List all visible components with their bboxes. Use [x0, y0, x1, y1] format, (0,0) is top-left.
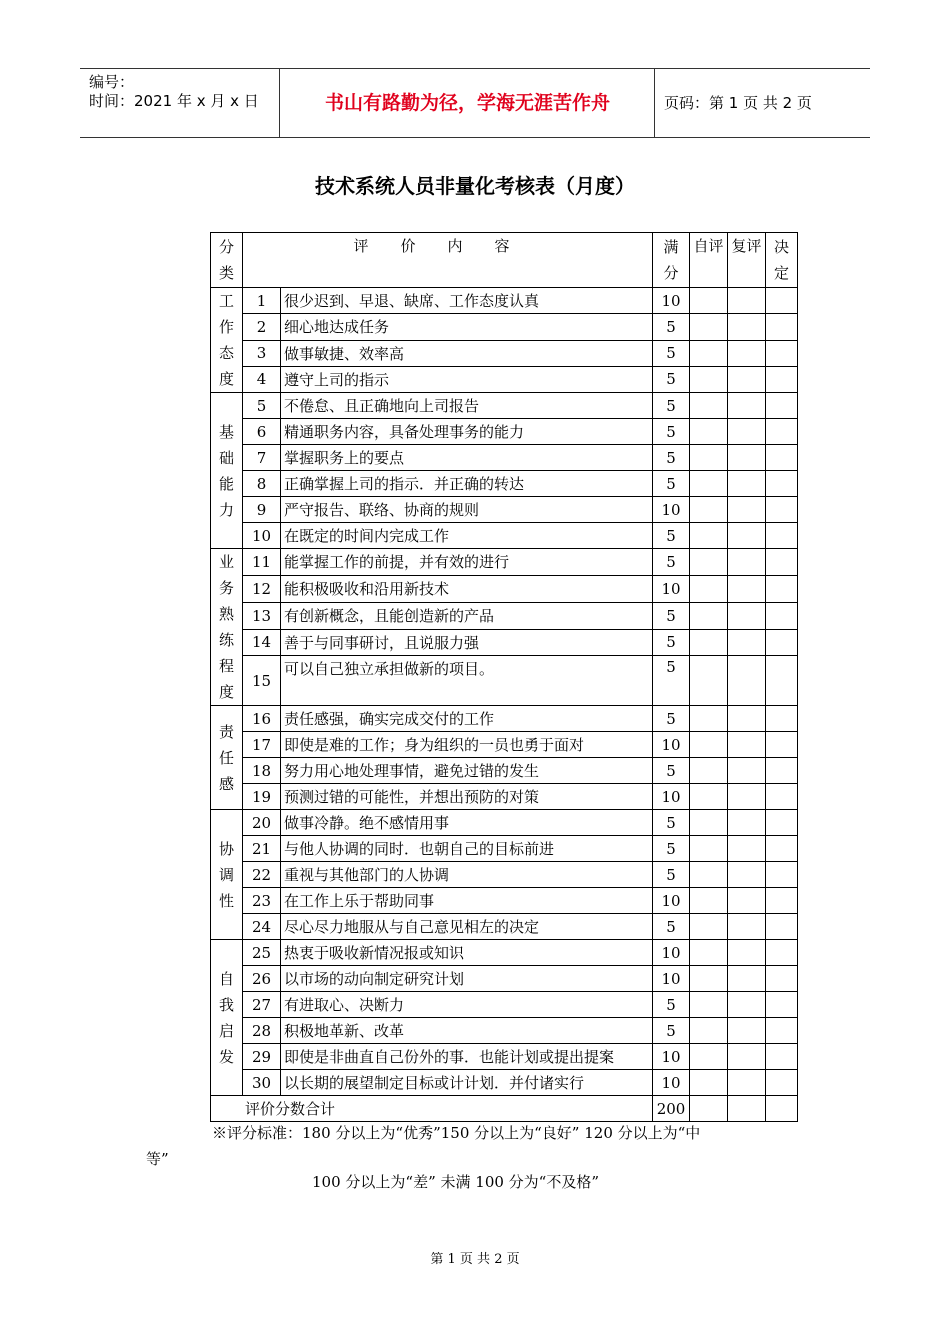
item-full-score: 5: [653, 758, 690, 784]
item-description: 热衷于吸收新情况报或知识: [281, 940, 653, 966]
decision-cell[interactable]: [766, 288, 798, 314]
review-cell[interactable]: [728, 340, 766, 366]
item-number: 7: [243, 445, 281, 471]
table-row: [211, 836, 798, 862]
item-number: 3: [243, 340, 281, 366]
header-meta: [80, 69, 280, 137]
table-row: [211, 1044, 798, 1070]
decision-cell[interactable]: [766, 758, 798, 784]
item-description: 尽心尽力地服从与自己意见相左的决定: [281, 914, 653, 940]
table-row: [211, 629, 798, 656]
table-row: [211, 366, 798, 392]
review-cell[interactable]: [728, 602, 766, 629]
item-full-score: 5: [653, 366, 690, 392]
self-eval-cell[interactable]: [690, 419, 728, 445]
table-row: [211, 419, 798, 445]
decision-cell[interactable]: [766, 706, 798, 732]
table-row: [211, 940, 798, 966]
review-cell[interactable]: [728, 914, 766, 940]
item-full-score: 10: [653, 966, 690, 992]
item-number: 19: [243, 784, 281, 810]
item-description: 预测过错的可能性，并想出预防的对策: [281, 784, 653, 810]
table-row: [211, 992, 798, 1018]
item-number: 25: [243, 940, 281, 966]
table-row: [211, 340, 798, 366]
item-description: 以市场的动向制定研究计划: [281, 966, 653, 992]
item-number: 27: [243, 992, 281, 1018]
self-eval-cell[interactable]: [690, 366, 728, 392]
self-eval-cell[interactable]: [690, 497, 728, 523]
review-cell[interactable]: [728, 810, 766, 836]
decision-cell[interactable]: [766, 549, 798, 576]
item-full-score: 5: [653, 314, 690, 340]
self-eval-cell[interactable]: [690, 940, 728, 966]
item-description: 细心地达成任务: [281, 314, 653, 340]
review-cell[interactable]: [728, 497, 766, 523]
item-full-score: 10: [653, 575, 690, 602]
category-cell: 业 务 熟 练 程 度: [211, 549, 243, 706]
decision-cell[interactable]: [766, 366, 798, 392]
review-cell[interactable]: [728, 366, 766, 392]
item-description: 努力用心地处理事情，避免过错的发生: [281, 758, 653, 784]
table-row: [211, 706, 798, 732]
page-title: 技术系统人员非量化考核表（月度）: [315, 174, 635, 198]
scoring-note-line1: ※评分标准：180 分以上为“优秀”150 分以上为“良好” 120 分以上为“中: [212, 1124, 701, 1142]
item-number: 16: [243, 706, 281, 732]
decision-cell[interactable]: [766, 497, 798, 523]
table-row: [211, 784, 798, 810]
table-row: [211, 497, 798, 523]
review-cell[interactable]: [728, 966, 766, 992]
total-row: [211, 1096, 798, 1122]
self-eval-cell[interactable]: [690, 1018, 728, 1044]
table-row: [211, 314, 798, 340]
table-row: [211, 810, 798, 836]
header-decision: 决定: [766, 233, 798, 288]
item-description: 以长期的展望制定目标或计计划．并付诸实行: [281, 1070, 653, 1096]
item-description: 能积极吸收和沿用新技术: [281, 575, 653, 602]
header-self-eval: 自评: [690, 233, 728, 288]
total-decision-cell[interactable]: [766, 1096, 798, 1122]
review-cell[interactable]: [728, 940, 766, 966]
decision-cell[interactable]: [766, 888, 798, 914]
category-cell: 基 础 能 力: [211, 393, 243, 549]
item-full-score: 10: [653, 1044, 690, 1070]
decision-cell[interactable]: [766, 784, 798, 810]
table-row: [211, 1018, 798, 1044]
review-cell[interactable]: [728, 862, 766, 888]
self-eval-cell[interactable]: [690, 836, 728, 862]
item-full-score: 5: [653, 523, 690, 549]
decision-cell[interactable]: [766, 836, 798, 862]
category-cell: 工 作 态 度: [211, 288, 243, 393]
review-cell[interactable]: [728, 471, 766, 497]
decision-cell[interactable]: [766, 940, 798, 966]
item-number: 21: [243, 836, 281, 862]
item-full-score: 10: [653, 888, 690, 914]
item-number: 24: [243, 914, 281, 940]
item-description: 做事冷静。绝不感情用事: [281, 810, 653, 836]
item-number: 1: [243, 288, 281, 314]
review-cell[interactable]: [728, 888, 766, 914]
review-cell[interactable]: [728, 288, 766, 314]
item-full-score: 5: [653, 445, 690, 471]
total-score: 200: [653, 1096, 690, 1122]
review-cell[interactable]: [728, 1044, 766, 1070]
decision-cell[interactable]: [766, 602, 798, 629]
decision-cell[interactable]: [766, 862, 798, 888]
item-number: 14: [243, 629, 281, 656]
item-number: 17: [243, 732, 281, 758]
self-eval-cell[interactable]: [690, 706, 728, 732]
self-eval-cell[interactable]: [690, 340, 728, 366]
item-number: 26: [243, 966, 281, 992]
table-row: [211, 914, 798, 940]
item-description: 精通职务内容，具备处理事务的能力: [281, 419, 653, 445]
review-cell[interactable]: [728, 758, 766, 784]
item-full-score: 10: [653, 784, 690, 810]
self-eval-cell[interactable]: [690, 888, 728, 914]
item-number: 4: [243, 366, 281, 392]
table-row: [211, 602, 798, 629]
item-description: 严守报告、联络、协商的规则: [281, 497, 653, 523]
table-row: [211, 393, 798, 419]
item-full-score: 10: [653, 732, 690, 758]
review-cell[interactable]: [728, 393, 766, 419]
item-number: 10: [243, 523, 281, 549]
table-header-row: [211, 233, 798, 288]
self-eval-cell[interactable]: [690, 732, 728, 758]
item-number: 22: [243, 862, 281, 888]
item-full-score: 5: [653, 419, 690, 445]
item-number: 13: [243, 602, 281, 629]
self-eval-cell[interactable]: [690, 810, 728, 836]
item-number: 30: [243, 1070, 281, 1096]
review-cell[interactable]: [728, 549, 766, 576]
self-eval-cell[interactable]: [690, 575, 728, 602]
item-number: 29: [243, 1044, 281, 1070]
self-eval-cell[interactable]: [690, 314, 728, 340]
table-row: [211, 966, 798, 992]
decision-cell[interactable]: [766, 732, 798, 758]
evaluation-table: [210, 232, 798, 1122]
item-full-score: 5: [653, 393, 690, 419]
header-page-label: 页码：第 1 页 共 2 页: [664, 94, 812, 112]
review-cell[interactable]: [728, 445, 766, 471]
decision-cell[interactable]: [766, 1018, 798, 1044]
scoring-note-line3: 100 分以上为“差” 未满 100 分为“不及格”: [312, 1173, 600, 1191]
review-cell[interactable]: [728, 419, 766, 445]
item-number: 15: [243, 656, 281, 706]
decision-cell[interactable]: [766, 340, 798, 366]
item-number: 23: [243, 888, 281, 914]
header-motto: 书山有路勤为径，学海无涯苦作舟: [281, 69, 655, 137]
header-review: 复评: [728, 233, 766, 288]
review-cell[interactable]: [728, 656, 766, 706]
table-row: [211, 758, 798, 784]
item-description: 能掌握工作的前提，并有效的进行: [281, 549, 653, 576]
table-row: [211, 732, 798, 758]
table-row: [211, 1070, 798, 1096]
item-number: 20: [243, 810, 281, 836]
review-cell[interactable]: [728, 784, 766, 810]
item-full-score: 10: [653, 940, 690, 966]
self-eval-cell[interactable]: [690, 471, 728, 497]
decision-cell[interactable]: [766, 393, 798, 419]
self-eval-cell[interactable]: [690, 629, 728, 656]
item-number: 2: [243, 314, 281, 340]
self-eval-cell[interactable]: [690, 758, 728, 784]
item-full-score: 5: [653, 602, 690, 629]
item-full-score: 10: [653, 497, 690, 523]
decision-cell[interactable]: [766, 445, 798, 471]
table-row: [211, 445, 798, 471]
table-row: [211, 888, 798, 914]
item-description: 很少迟到、早退、缺席、工作态度认真: [281, 288, 653, 314]
item-full-score: 5: [653, 629, 690, 656]
item-description: 可以自己独立承担做新的项目。: [281, 656, 653, 706]
self-eval-cell[interactable]: [690, 393, 728, 419]
item-number: 6: [243, 419, 281, 445]
review-cell[interactable]: [728, 1070, 766, 1096]
item-full-score: 5: [653, 862, 690, 888]
review-cell[interactable]: [728, 314, 766, 340]
item-full-score: 5: [653, 810, 690, 836]
item-description: 责任感强，确实完成交付的工作: [281, 706, 653, 732]
item-description: 做事敏捷、效率高: [281, 340, 653, 366]
item-full-score: 10: [653, 1070, 690, 1096]
self-eval-cell[interactable]: [690, 914, 728, 940]
decision-cell[interactable]: [766, 575, 798, 602]
decision-cell[interactable]: [766, 1044, 798, 1070]
document-time: 时间：2021 年 x 月 x 日: [89, 92, 259, 110]
item-full-score: 5: [653, 992, 690, 1018]
item-description: 有进取心、决断力: [281, 992, 653, 1018]
item-number: 8: [243, 471, 281, 497]
total-self-eval-cell[interactable]: [690, 1096, 728, 1122]
item-full-score: 5: [653, 471, 690, 497]
document-number: 编号：: [89, 73, 135, 91]
header-full-score: 满分: [653, 233, 690, 288]
page-footer: 第 1 页 共 2 页: [430, 1252, 520, 1267]
self-eval-cell[interactable]: [690, 1044, 728, 1070]
category-cell: 协 调 性: [211, 810, 243, 940]
table-row: [211, 656, 798, 706]
self-eval-cell[interactable]: [690, 966, 728, 992]
header-category: 分类: [211, 233, 243, 288]
item-full-score: 5: [653, 340, 690, 366]
self-eval-cell[interactable]: [690, 784, 728, 810]
item-number: 5: [243, 393, 281, 419]
self-eval-cell[interactable]: [690, 549, 728, 576]
category-cell: 自 我 启 发: [211, 940, 243, 1096]
self-eval-cell[interactable]: [690, 862, 728, 888]
header-content: 评价内容: [243, 233, 653, 288]
table-row: [211, 549, 798, 576]
item-number: 9: [243, 497, 281, 523]
review-cell[interactable]: [728, 629, 766, 656]
total-label: 评价分数合计: [211, 1096, 653, 1122]
total-review-cell[interactable]: [728, 1096, 766, 1122]
item-description: 即使是难的工作；身为组织的一员也勇于面对: [281, 732, 653, 758]
item-description: 在工作上乐于帮助同事: [281, 888, 653, 914]
item-description: 重视与其他部门的人协调: [281, 862, 653, 888]
item-description: 与他人协调的同时．也朝自己的目标前进: [281, 836, 653, 862]
item-full-score: 5: [653, 706, 690, 732]
decision-cell[interactable]: [766, 314, 798, 340]
item-description: 遵守上司的指示: [281, 366, 653, 392]
item-full-score: 5: [653, 836, 690, 862]
review-cell[interactable]: [728, 523, 766, 549]
review-cell[interactable]: [728, 706, 766, 732]
item-full-score: 10: [653, 288, 690, 314]
item-full-score: 5: [653, 656, 690, 706]
decision-cell[interactable]: [766, 810, 798, 836]
decision-cell[interactable]: [766, 1070, 798, 1096]
self-eval-cell[interactable]: [690, 445, 728, 471]
item-description: 有创新概念，且能创造新的产品: [281, 602, 653, 629]
review-cell[interactable]: [728, 1018, 766, 1044]
decision-cell[interactable]: [766, 992, 798, 1018]
decision-cell[interactable]: [766, 471, 798, 497]
item-description: 不倦怠、且正确地向上司报告: [281, 393, 653, 419]
review-cell[interactable]: [728, 992, 766, 1018]
review-cell[interactable]: [728, 732, 766, 758]
decision-cell[interactable]: [766, 523, 798, 549]
item-number: 28: [243, 1018, 281, 1044]
item-number: 12: [243, 575, 281, 602]
item-description: 在既定的时间内完成工作: [281, 523, 653, 549]
item-full-score: 5: [653, 1018, 690, 1044]
item-description: 掌握职务上的要点: [281, 445, 653, 471]
item-description: 善于与同事研讨，且说服力强: [281, 629, 653, 656]
decision-cell[interactable]: [766, 629, 798, 656]
table-row: [211, 288, 798, 314]
item-full-score: 5: [653, 914, 690, 940]
scoring-note-line2: 等”: [146, 1150, 169, 1168]
self-eval-cell[interactable]: [690, 523, 728, 549]
self-eval-cell[interactable]: [690, 1070, 728, 1096]
table-row: [211, 523, 798, 549]
item-number: 18: [243, 758, 281, 784]
table-row: [211, 862, 798, 888]
category-cell: 责 任 感: [211, 706, 243, 810]
table-row: [211, 471, 798, 497]
item-number: 11: [243, 549, 281, 576]
self-eval-cell[interactable]: [690, 288, 728, 314]
decision-cell[interactable]: [766, 656, 798, 706]
self-eval-cell[interactable]: [690, 992, 728, 1018]
item-full-score: 5: [653, 549, 690, 576]
review-cell[interactable]: [728, 836, 766, 862]
self-eval-cell[interactable]: [690, 602, 728, 629]
decision-cell[interactable]: [766, 914, 798, 940]
item-description: 即使是非曲直自己份外的事．也能计划或提出提案: [281, 1044, 653, 1070]
item-description: 正确掌握上司的指示．并正确的转达: [281, 471, 653, 497]
self-eval-cell[interactable]: [690, 656, 728, 706]
document-header: [80, 68, 870, 138]
review-cell[interactable]: [728, 575, 766, 602]
item-description: 积极地革新、改革: [281, 1018, 653, 1044]
decision-cell[interactable]: [766, 966, 798, 992]
table-row: [211, 575, 798, 602]
decision-cell[interactable]: [766, 419, 798, 445]
